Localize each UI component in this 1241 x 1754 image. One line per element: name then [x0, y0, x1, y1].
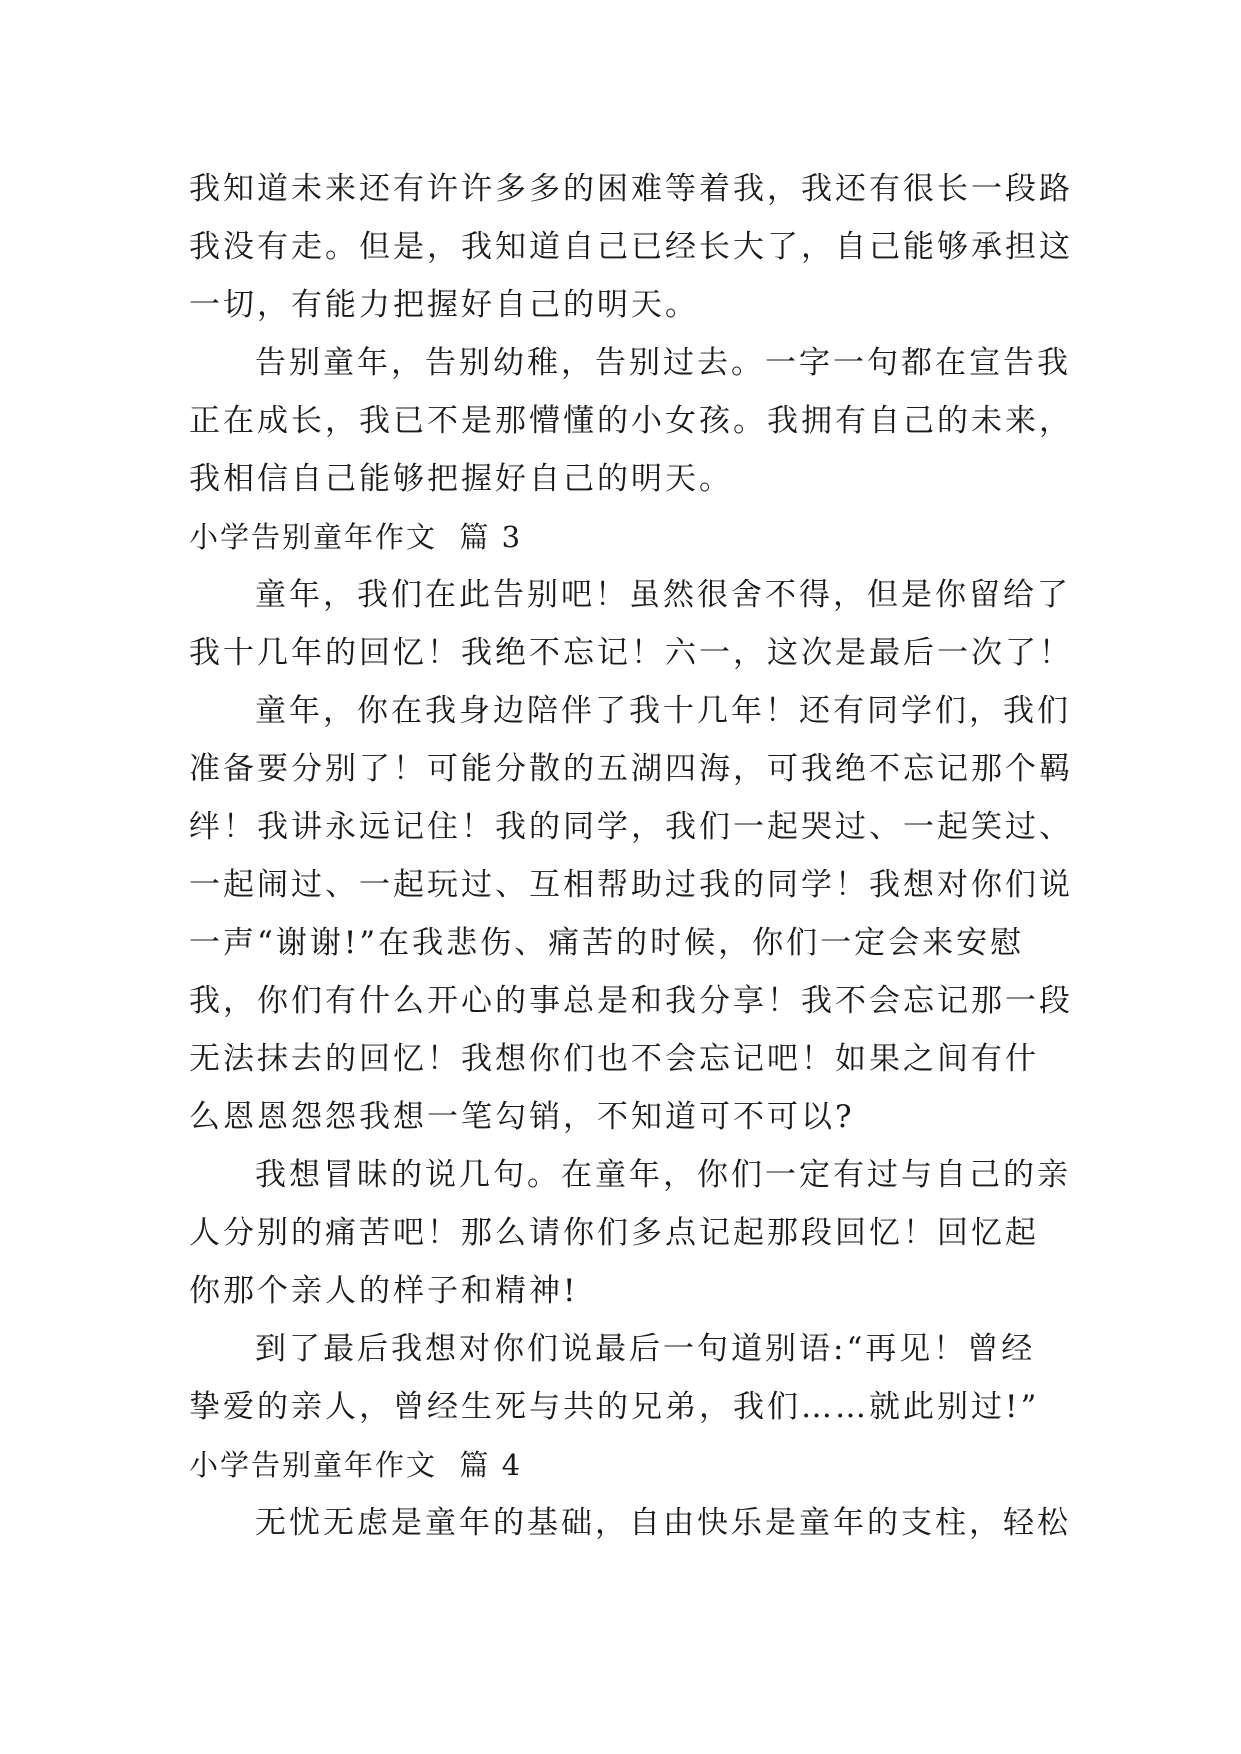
text-line: 正在成长，我已不是那懵懂的小女孩。我拥有自己的未来，: [189, 403, 1073, 439]
text-line: 我相信自己能够把握好自己的明天。: [189, 461, 733, 497]
text-line: 我十几年的回忆！我绝不忘记！六一，这次是最后一次了！: [189, 635, 1073, 671]
section-heading: 小学告别童年作文 篇 4: [189, 1448, 523, 1482]
text-line: 我没有走。但是，我知道自己已经长大了，自己能够承担这: [189, 229, 1073, 265]
text-line: 到了最后我想对你们说最后一句道别语:“再见！曾经: [255, 1331, 1036, 1367]
text-line: 准备要分别了！可能分散的五湖四海，可我绝不忘记那个羁: [189, 751, 1073, 787]
text-line: 挚爱的亲人，曾经生死与共的兄弟，我们……就此别过!”: [189, 1389, 1040, 1425]
text-line: 我知道未来还有许许多多的困难等着我，我还有很长一段路: [189, 171, 1073, 207]
text-line: 么恩恩怨怨我想一笔勾销，不知道可不可以?: [189, 1099, 855, 1135]
text-line: 我想冒昧的说几句。在童年，你们一定有过与自己的亲: [255, 1157, 1071, 1193]
text-line: 你那个亲人的样子和精神!: [189, 1273, 579, 1309]
text-line: 告别童年，告别幼稚，告别过去。一字一句都在宣告我: [255, 345, 1071, 381]
text-line: 一声“谢谢!”在我悲伤、痛苦的时候，你们一定会来安慰: [189, 925, 1025, 961]
text-line: 无忧无虑是童年的基础，自由快乐是童年的支柱，轻松: [255, 1505, 1071, 1541]
text-line: 一切，有能力把握好自己的明天。: [189, 287, 699, 323]
text-line: 童年，我们在此告别吧！虽然很舍不得，但是你留给了: [255, 577, 1071, 613]
text-line: 童年，你在我身边陪伴了我十几年！还有同学们，我们: [255, 693, 1071, 729]
section-heading: 小学告别童年作文 篇 3: [189, 520, 523, 554]
text-line: 人分别的痛苦吧！那么请你们多点记起那段回忆！回忆起: [189, 1215, 1039, 1251]
document-body: [189, 160, 1073, 1552]
text-line: 一起闹过、一起玩过、互相帮助过我的同学！我想对你们说: [189, 867, 1073, 903]
text-line: 我，你们有什么开心的事总是和我分享！我不会忘记那一段: [189, 983, 1073, 1019]
text-line: 无法抹去的回忆！我想你们也不会忘记吧！如果之间有什: [189, 1041, 1039, 1077]
text-line: 绊！我讲永远记住！我的同学，我们一起哭过、一起笑过、: [189, 809, 1073, 845]
